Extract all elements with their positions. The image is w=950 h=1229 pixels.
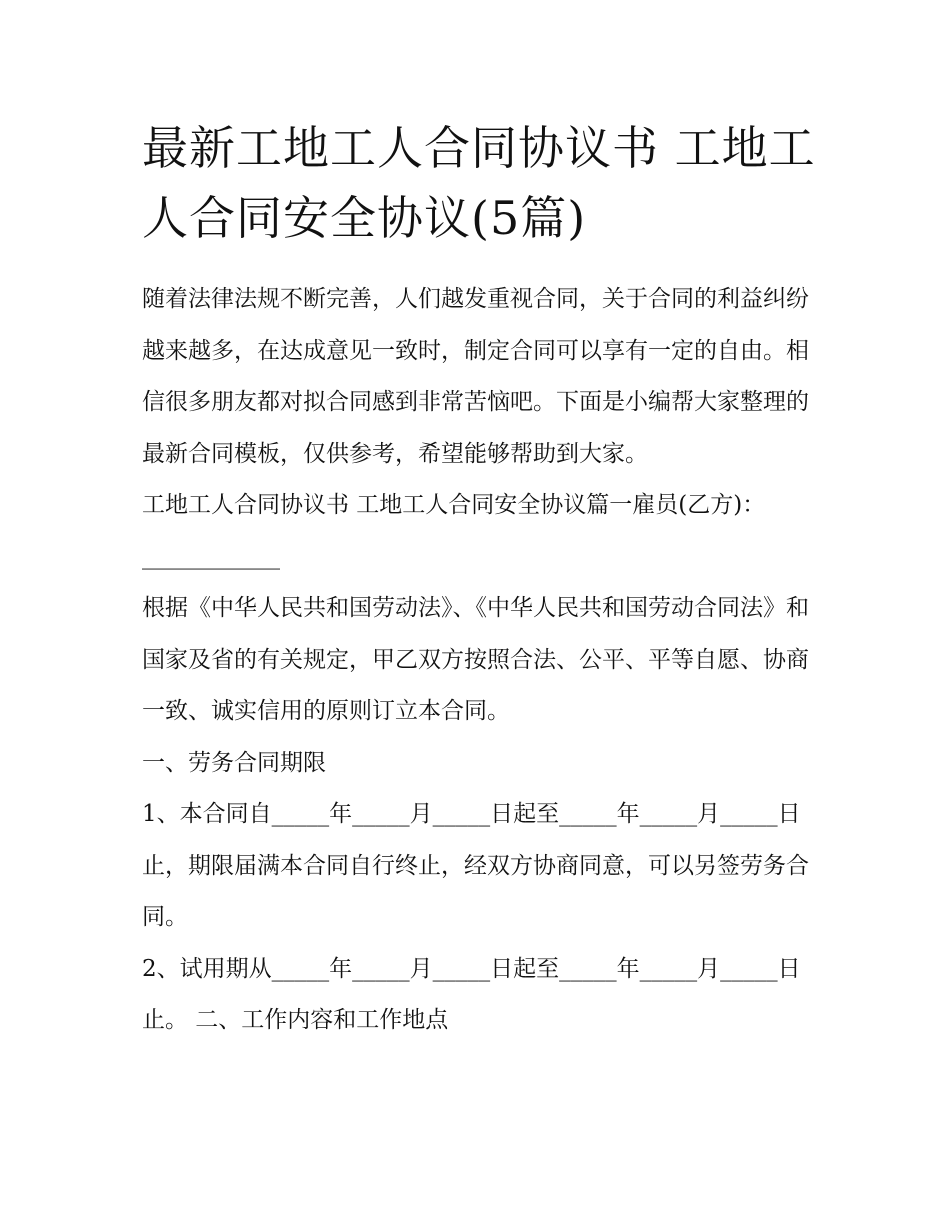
document-title: 最新工地工人合同协议书 工地工人合同安全协议(5篇) [142,121,816,245]
section-heading-paragraph: 工地工人合同协议书 工地工人合同安全协议篇一雇员(乙方)：____________ [142,492,766,570]
document-body [142,274,822,1047]
intro-paragraph: 随着法律法规不断完善，人们越发重视合同，关于合同的利益纠纷越来越多，在达成意见一致时，制定合同可以享有一定的自由。相信很多朋友都对拟合同感到非常苦恼吧。下面是小编帮大家整理的最新合同模板，仅供参考，希望能够帮助到大家。 [142,286,809,467]
contract-term-clause-1: 1、本合同自_____年_____月_____日起至_____年_____月_____日止，期限届满本合同自行终止，经双方协商同意，可以另签劳务合同。 [142,801,809,930]
legal-basis-paragraph: 根据《中华人民共和国劳动法》、《中华人民共和国劳动合同法》和国家及省的有关规定，甲乙双方按照合法、公平、平等自愿、协商一致、诚实信用的原则订立本合同。 [142,595,809,724]
contract-term-heading: 一、劳务合同期限 [142,749,326,776]
probation-clause-2: 2、试用期从_____年_____月_____日起至_____年_____月_____日止。 二、工作内容和工作地点 [142,955,801,1033]
